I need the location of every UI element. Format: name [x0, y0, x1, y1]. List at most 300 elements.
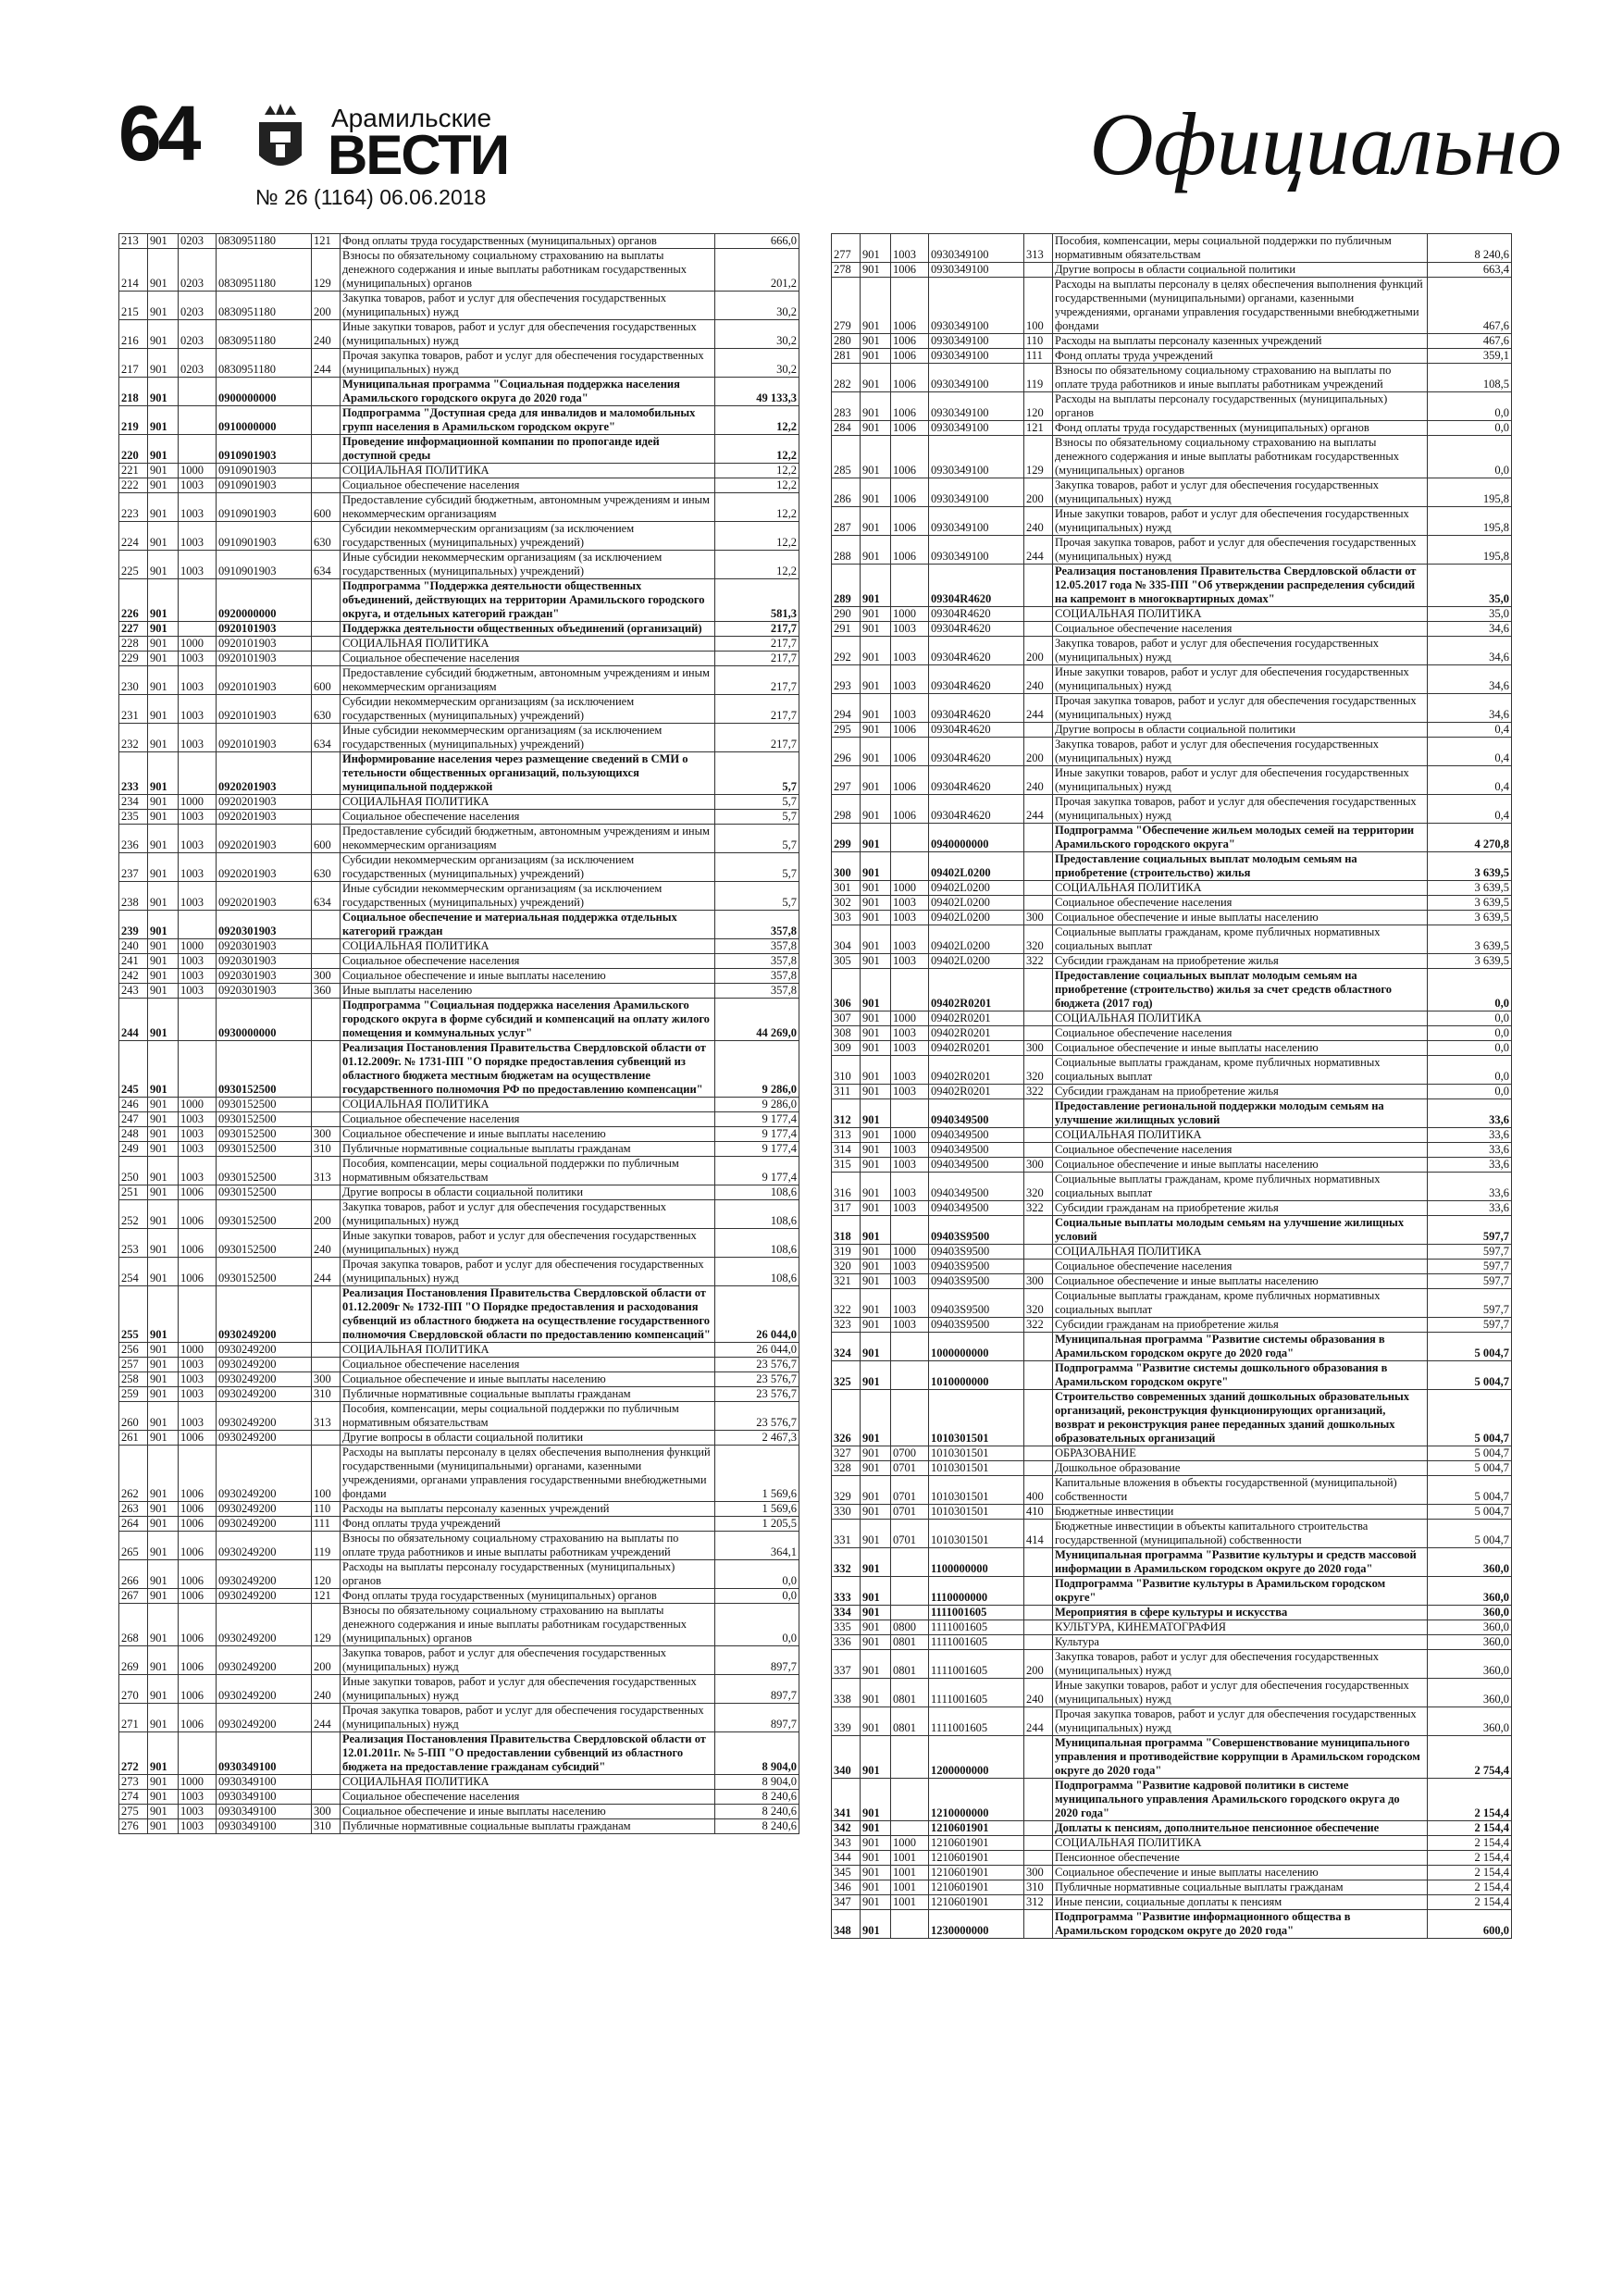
expense-type: 240: [312, 320, 341, 349]
row-number: 276: [119, 1819, 148, 1834]
item-sum: 360,0: [1428, 1577, 1512, 1606]
row-number: 264: [119, 1517, 148, 1532]
table-row: [832, 1821, 1512, 1836]
item-sum: 5,7: [715, 825, 799, 853]
table-row: [119, 1286, 799, 1343]
grbs-code: 901: [861, 766, 891, 795]
expense-type: [312, 939, 341, 954]
row-number: 246: [119, 1098, 148, 1112]
row-number: 254: [119, 1258, 148, 1286]
item-sum: 597,7: [1428, 1216, 1512, 1245]
section-code: 1003: [179, 493, 217, 522]
section-code: 1003: [891, 234, 929, 263]
row-number: 305: [832, 954, 861, 969]
item-sum: 4 270,8: [1428, 824, 1512, 852]
table-row: [119, 853, 799, 882]
page-header: [118, 90, 1562, 222]
item-sum: 2 154,4: [1428, 1851, 1512, 1866]
row-number: 213: [119, 234, 148, 249]
item-sum: 195,8: [1428, 536, 1512, 565]
expense-type: [1024, 1143, 1053, 1158]
grbs-code: 901: [148, 1775, 179, 1790]
target-code: 0910000000: [217, 406, 312, 435]
section-code: 1003: [891, 1041, 929, 1056]
target-code: 0920201903: [217, 825, 312, 853]
expense-type: 322: [1024, 1201, 1053, 1216]
row-number: 238: [119, 882, 148, 911]
expense-type: [312, 810, 341, 825]
section-code: [179, 1286, 217, 1343]
row-number: 215: [119, 292, 148, 320]
table-row: [832, 364, 1512, 392]
row-number: 286: [832, 478, 861, 507]
target-code: 0920101903: [217, 724, 312, 752]
section-code: 1000: [179, 1343, 217, 1358]
table-row: [119, 1560, 799, 1589]
expense-type: 630: [312, 853, 341, 882]
row-number: 307: [832, 1011, 861, 1026]
grbs-code: 901: [861, 1201, 891, 1216]
section-code: 1003: [891, 1173, 929, 1201]
target-code: 0930152500: [217, 1185, 312, 1200]
section-code: 1000: [891, 1836, 929, 1851]
section-code: 0203: [179, 292, 217, 320]
item-sum: 5 004,7: [1428, 1361, 1512, 1390]
grbs-code: 901: [148, 954, 179, 969]
item-name: СОЦИАЛЬНАЯ ПОЛИТИКА: [1053, 1245, 1428, 1260]
item-name: Прочая закупка товаров, работ и услуг для обеспечения государственных (муниципальных) нужд: [1053, 694, 1428, 723]
row-number: 216: [119, 320, 148, 349]
row-number: 341: [832, 1779, 861, 1821]
target-code: 09304R4620: [929, 795, 1024, 824]
table-row: [119, 579, 799, 622]
item-sum: 23 576,7: [715, 1402, 799, 1431]
section-code: 0701: [891, 1476, 929, 1505]
item-name: Взносы по обязательному социальному страхованию на выплаты по оплате труда работников и иные выплаты работникам учреждений: [341, 1532, 715, 1560]
section-code: 1003: [179, 825, 217, 853]
table-row: [832, 263, 1512, 278]
item-name: Пособия, компенсации, меры социальной поддержки по публичным нормативным обязательствам: [341, 1157, 715, 1185]
row-number: 342: [832, 1821, 861, 1836]
grbs-code: 901: [148, 1200, 179, 1229]
table-row: [832, 1707, 1512, 1736]
table-row: [119, 1589, 799, 1604]
row-number: 250: [119, 1157, 148, 1185]
row-number: 217: [119, 349, 148, 378]
grbs-code: 901: [861, 1173, 891, 1201]
grbs-code: 901: [861, 1779, 891, 1821]
item-sum: 217,7: [715, 652, 799, 666]
table-row: [832, 969, 1512, 1011]
item-name: Расходы на выплаты персоналу в целях обеспечения выполнения функций государственными (муниципальными) органами, казенными учреждениями, органами управления государственными внебюджетными фондами: [1053, 278, 1428, 334]
row-number: 296: [832, 738, 861, 766]
row-number: 280: [832, 334, 861, 349]
item-sum: 23 576,7: [715, 1372, 799, 1387]
section-code: 1003: [891, 1318, 929, 1333]
expense-type: [1024, 263, 1053, 278]
row-number: 218: [119, 378, 148, 406]
section-code: [891, 1779, 929, 1821]
grbs-code: 901: [148, 1646, 179, 1675]
item-sum: 2 154,4: [1428, 1836, 1512, 1851]
table-row: [119, 1098, 799, 1112]
item-name: Расходы на выплаты персоналу в целях обеспечения выполнения функций государственными (муниципальными) органами, казенными учреждениями, органами управления государственными внебюджетными фондами: [341, 1446, 715, 1502]
row-number: 345: [832, 1866, 861, 1880]
expense-type: [312, 478, 341, 493]
grbs-code: 901: [861, 1446, 891, 1461]
row-number: 308: [832, 1026, 861, 1041]
grbs-code: 901: [861, 478, 891, 507]
item-sum: 9 286,0: [715, 1041, 799, 1098]
item-name: СОЦИАЛЬНАЯ ПОЛИТИКА: [341, 795, 715, 810]
table-row: [119, 1258, 799, 1286]
target-code: 0830951180: [217, 249, 312, 292]
item-name: Бюджетные инвестиции: [1053, 1505, 1428, 1520]
target-code: 1110000000: [929, 1577, 1024, 1606]
table-row: [119, 795, 799, 810]
row-number: 242: [119, 969, 148, 984]
row-number: 214: [119, 249, 148, 292]
row-number: 317: [832, 1201, 861, 1216]
grbs-code: 901: [861, 969, 891, 1011]
row-number: 277: [832, 234, 861, 263]
target-code: 1010301501: [929, 1446, 1024, 1461]
table-row: [119, 1532, 799, 1560]
row-number: 224: [119, 522, 148, 551]
table-row: [119, 1343, 799, 1358]
section-code: 0801: [891, 1679, 929, 1707]
row-number: 285: [832, 436, 861, 478]
row-number: 343: [832, 1836, 861, 1851]
row-number: 302: [832, 896, 861, 911]
item-sum: 897,7: [715, 1704, 799, 1732]
item-name: Подпрограмма "Развитие информационного общества в Арамильском городском округе до 2020 года": [1053, 1910, 1428, 1939]
target-code: 09403S9500: [929, 1216, 1024, 1245]
row-number: 271: [119, 1704, 148, 1732]
row-number: 249: [119, 1142, 148, 1157]
target-code: 09304R4620: [929, 694, 1024, 723]
section-code: 1003: [179, 1358, 217, 1372]
table-row: [119, 478, 799, 493]
table-row: [119, 1675, 799, 1704]
item-sum: 108,6: [715, 1185, 799, 1200]
grbs-code: 901: [861, 1910, 891, 1939]
row-number: 284: [832, 421, 861, 436]
section-code: 1003: [179, 666, 217, 695]
section-code: 1006: [179, 1229, 217, 1258]
expense-type: 200: [1024, 637, 1053, 665]
item-name: Доплаты к пенсиям, дополнительное пенсионное обеспечение: [1053, 1821, 1428, 1836]
table-row: [832, 1173, 1512, 1201]
table-row: [832, 234, 1512, 263]
table-row: [832, 278, 1512, 334]
target-code: 0930249200: [217, 1343, 312, 1358]
target-code: 0920301903: [217, 984, 312, 999]
table-row: [832, 1635, 1512, 1650]
row-number: 301: [832, 881, 861, 896]
item-name: Закупка товаров, работ и услуг для обеспечения государственных (муниципальных) нужд: [1053, 637, 1428, 665]
grbs-code: 901: [861, 1736, 891, 1779]
table-row: [832, 1779, 1512, 1821]
grbs-code: 901: [861, 1866, 891, 1880]
grbs-code: 901: [861, 665, 891, 694]
item-sum: 897,7: [715, 1675, 799, 1704]
item-sum: 360,0: [1428, 1707, 1512, 1736]
section-code: 1006: [891, 478, 929, 507]
item-name: Иные закупки товаров, работ и услуг для обеспечения государственных (муниципальных) нужд: [1053, 507, 1428, 536]
item-name: Другие вопросы в области социальной политики: [1053, 723, 1428, 738]
row-number: 297: [832, 766, 861, 795]
item-name: Поддержка деятельности общественных объединений (организаций): [341, 622, 715, 637]
item-sum: 357,8: [715, 984, 799, 999]
item-name: Социальное обеспечение и иные выплаты населению: [1053, 1866, 1428, 1880]
grbs-code: 901: [148, 882, 179, 911]
grbs-code: 901: [861, 1026, 891, 1041]
row-number: 288: [832, 536, 861, 565]
section-code: 1003: [179, 984, 217, 999]
target-code: 0930249200: [217, 1286, 312, 1343]
expense-type: 310: [312, 1819, 341, 1834]
expense-type: 322: [1024, 1318, 1053, 1333]
section-code: 1003: [179, 1127, 217, 1142]
expense-type: [312, 1112, 341, 1127]
item-sum: 217,7: [715, 622, 799, 637]
section-code: [891, 1390, 929, 1446]
item-name: Социальные выплаты молодым семьям на улучшение жилищных условий: [1053, 1216, 1428, 1245]
expense-type: [312, 1775, 341, 1790]
section-code: 1003: [179, 724, 217, 752]
row-number: 267: [119, 1589, 148, 1604]
item-name: Культура: [1053, 1635, 1428, 1650]
grbs-code: 901: [148, 1142, 179, 1157]
row-number: 330: [832, 1505, 861, 1520]
grbs-code: 901: [148, 825, 179, 853]
item-name: Информирование населения через размещение сведений в СМИ о тетельности общественных организаций, пользующихся муниципальной поддержкой: [341, 752, 715, 795]
table-row: [832, 1318, 1512, 1333]
item-name: Пособия, компенсации, меры социальной поддержки по публичным нормативным обязательствам: [341, 1402, 715, 1431]
item-sum: 0,0: [1428, 969, 1512, 1011]
target-code: 0930349100: [217, 1775, 312, 1790]
item-sum: 34,6: [1428, 637, 1512, 665]
grbs-code: 901: [148, 234, 179, 249]
expense-type: 120: [312, 1560, 341, 1589]
expense-type: [312, 752, 341, 795]
item-sum: 8 240,6: [715, 1805, 799, 1819]
section-code: 1003: [179, 522, 217, 551]
expense-type: [1024, 824, 1053, 852]
item-sum: 5,7: [715, 752, 799, 795]
section-code: 0801: [891, 1650, 929, 1679]
item-name: Закупка товаров, работ и услуг для обеспечения государственных (муниципальных) нужд: [341, 1646, 715, 1675]
item-sum: 467,6: [1428, 278, 1512, 334]
item-name: Реализация Постановления Правительства Свердловской области от 01.12.2009г. № 1731-ПП "О порядке предоставления субвенций из областного бюджета местным бюджетам на осуществление государственного полномочия РФ по предоставлению компенсации": [341, 1041, 715, 1098]
row-number: 335: [832, 1620, 861, 1635]
row-number: 293: [832, 665, 861, 694]
table-row: [832, 1274, 1512, 1289]
item-name: Муниципальная программа "Развитие системы образования в Арамильском городском округе до 2020 года": [1053, 1333, 1428, 1361]
section-code: [891, 1606, 929, 1620]
item-sum: 1 569,6: [715, 1446, 799, 1502]
section-code: 1003: [891, 1056, 929, 1085]
item-sum: 5 004,7: [1428, 1476, 1512, 1505]
target-code: 0930349100: [217, 1732, 312, 1775]
section-code: 1003: [179, 1819, 217, 1834]
row-number: 303: [832, 911, 861, 925]
section-code: 1003: [179, 1387, 217, 1402]
expense-type: [1024, 1026, 1053, 1041]
grbs-code: 901: [148, 378, 179, 406]
target-code: 0930152500: [217, 1142, 312, 1157]
item-name: Прочая закупка товаров, работ и услуг для обеспечения государственных (муниципальных) нужд: [341, 1704, 715, 1732]
target-code: 0930152500: [217, 1157, 312, 1185]
page-number: 64: [118, 90, 198, 177]
section-code: [891, 1361, 929, 1390]
item-name: СОЦИАЛЬНАЯ ПОЛИТИКА: [1053, 1836, 1428, 1851]
table-row: [119, 1446, 799, 1502]
table-row: [119, 1604, 799, 1646]
expense-type: [312, 1098, 341, 1112]
grbs-code: 901: [148, 1732, 179, 1775]
item-name: СОЦИАЛЬНАЯ ПОЛИТИКА: [341, 464, 715, 478]
item-sum: 2 154,4: [1428, 1821, 1512, 1836]
section-code: 1000: [891, 607, 929, 622]
expense-type: 320: [1024, 1173, 1053, 1201]
item-name: Социальное обеспечение населения: [1053, 896, 1428, 911]
target-code: 0910901903: [217, 493, 312, 522]
item-sum: 357,8: [715, 911, 799, 939]
grbs-code: 901: [148, 292, 179, 320]
row-number: 263: [119, 1502, 148, 1517]
expense-type: 313: [312, 1157, 341, 1185]
grbs-code: 901: [148, 752, 179, 795]
grbs-code: 901: [148, 435, 179, 464]
section-code: 1006: [179, 1704, 217, 1732]
target-code: 0930349100: [929, 478, 1024, 507]
section-code: 1003: [179, 1790, 217, 1805]
item-name: СОЦИАЛЬНАЯ ПОЛИТИКА: [341, 1775, 715, 1790]
grbs-code: 901: [861, 1880, 891, 1895]
row-number: 334: [832, 1606, 861, 1620]
table-row: [832, 1361, 1512, 1390]
expense-type: [1024, 1461, 1053, 1476]
item-name: Прочая закупка товаров, работ и услуг для обеспечения государственных (муниципальных) нужд: [341, 349, 715, 378]
item-sum: 33,6: [1428, 1099, 1512, 1128]
grbs-code: 901: [148, 1517, 179, 1532]
table-row: [119, 911, 799, 939]
expense-type: [1024, 1836, 1053, 1851]
item-name: Пособия, компенсации, меры социальной поддержки по публичным нормативным обязательствам: [1053, 234, 1428, 263]
row-number: 232: [119, 724, 148, 752]
row-number: 321: [832, 1274, 861, 1289]
row-number: 251: [119, 1185, 148, 1200]
item-name: Подпрограмма "Развитие системы дошкольного образования в Арамильском городском округе": [1053, 1361, 1428, 1390]
section-code: 1003: [179, 882, 217, 911]
table-row: [832, 421, 1512, 436]
section-code: 1006: [179, 1431, 217, 1446]
item-sum: 35,0: [1428, 565, 1512, 607]
expense-type: [312, 622, 341, 637]
row-number: 261: [119, 1431, 148, 1446]
section-code: 1003: [891, 694, 929, 723]
grbs-code: 901: [861, 421, 891, 436]
table-row: [119, 1387, 799, 1402]
grbs-code: 901: [148, 969, 179, 984]
row-number: 306: [832, 969, 861, 1011]
item-sum: 217,7: [715, 724, 799, 752]
item-name: Прочая закупка товаров, работ и услуг для обеспечения государственных (муниципальных) нужд: [1053, 1707, 1428, 1736]
table-row: [832, 694, 1512, 723]
table-row: [832, 824, 1512, 852]
grbs-code: 901: [148, 666, 179, 695]
section-code: 1006: [179, 1517, 217, 1532]
item-name: Взносы по обязательному социальному страхованию на выплаты денежного содержания и иные выплаты работникам государственных (муниципальных) органов: [341, 249, 715, 292]
expense-type: 119: [312, 1532, 341, 1560]
section-code: 1006: [891, 421, 929, 436]
item-sum: 8 240,6: [1428, 234, 1512, 263]
target-code: 0930349100: [217, 1805, 312, 1819]
item-name: Бюджетные инвестиции в объекты капитального строительства государственной (муниципальной) собственности: [1053, 1520, 1428, 1548]
item-sum: 360,0: [1428, 1679, 1512, 1707]
row-number: 260: [119, 1402, 148, 1431]
table-row: [119, 1819, 799, 1834]
expense-type: 300: [1024, 1041, 1053, 1056]
section-code: 1006: [891, 364, 929, 392]
table-row: [832, 925, 1512, 954]
table-row: [832, 334, 1512, 349]
target-code: 0940349500: [929, 1128, 1024, 1143]
item-name: Строительство современных зданий дошкольных образовательных организаций, реконструкция функционирующих организаций, возврат и реконструкция ранее переданных зданий дошкольных образовательных организаций: [1053, 1390, 1428, 1446]
expense-type: [1024, 1851, 1053, 1866]
section-code: 1003: [179, 1402, 217, 1431]
section-code: 1003: [179, 1142, 217, 1157]
target-code: 0930152500: [217, 1098, 312, 1112]
item-sum: 201,2: [715, 249, 799, 292]
section-code: [179, 406, 217, 435]
item-sum: 5 004,7: [1428, 1333, 1512, 1361]
section-code: 1006: [179, 1200, 217, 1229]
grbs-code: 901: [861, 364, 891, 392]
row-number: 337: [832, 1650, 861, 1679]
grbs-code: 901: [861, 234, 891, 263]
expense-type: 300: [312, 1372, 341, 1387]
expense-type: 244: [1024, 536, 1053, 565]
item-name: КУЛЬТУРА, КИНЕМАТОГРАФИЯ: [1053, 1620, 1428, 1635]
target-code: 09402R0201: [929, 969, 1024, 1011]
expense-type: 410: [1024, 1505, 1053, 1520]
item-sum: 30,2: [715, 320, 799, 349]
item-name: Субсидии некоммерческим организациям (за исключением государственных (муниципальных) учреждений): [341, 522, 715, 551]
budget-table-right: [831, 233, 1512, 1939]
target-code: 0920301903: [217, 954, 312, 969]
grbs-code: 901: [148, 1589, 179, 1604]
row-number: 278: [832, 263, 861, 278]
grbs-code: 901: [861, 536, 891, 565]
section-code: 1006: [891, 738, 929, 766]
target-code: 0930249200: [217, 1532, 312, 1560]
item-name: Публичные нормативные социальные выплаты гражданам: [341, 1387, 715, 1402]
section-code: 1006: [179, 1502, 217, 1517]
row-number: 270: [119, 1675, 148, 1704]
target-code: 1111001605: [929, 1679, 1024, 1707]
item-sum: 0,0: [715, 1604, 799, 1646]
grbs-code: 901: [861, 1620, 891, 1635]
table-row: [832, 723, 1512, 738]
expense-type: [312, 1041, 341, 1098]
item-name: Прочая закупка товаров, работ и услуг для обеспечения государственных (муниципальных) нужд: [1053, 795, 1428, 824]
grbs-code: 901: [861, 795, 891, 824]
section-code: 0801: [891, 1635, 929, 1650]
table-row: [832, 665, 1512, 694]
